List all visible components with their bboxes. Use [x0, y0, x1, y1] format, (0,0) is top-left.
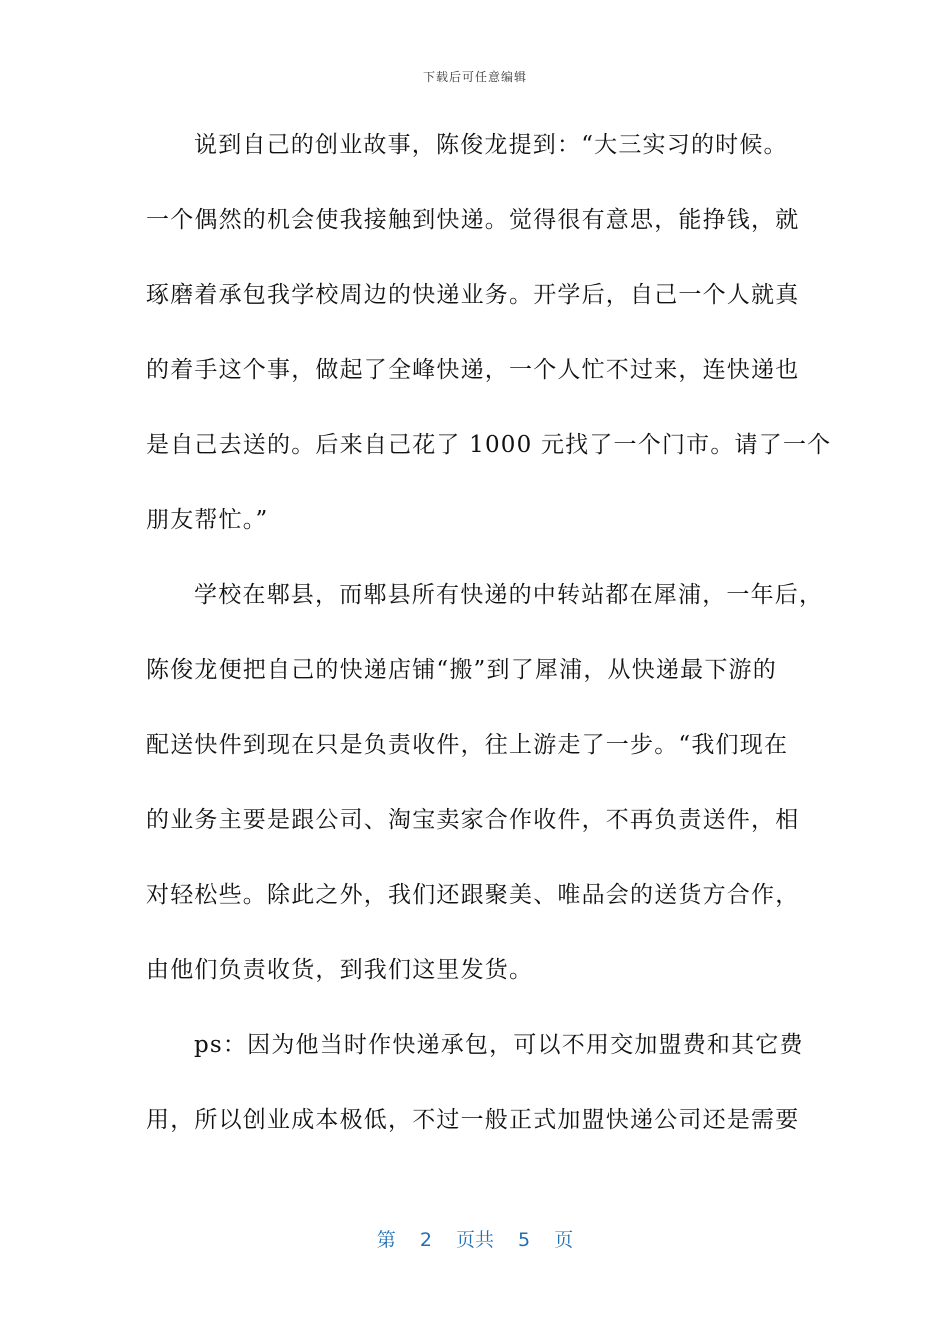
total-page-count: 5 — [518, 1229, 531, 1251]
paragraph-line: 由他们负责收货，到我们这里发货。 — [146, 957, 534, 983]
footer-prefix: 第 — [376, 1229, 396, 1251]
paragraph-line: 用，所以创业成本极低，不过一般正式加盟快递公司还是需要 — [146, 1107, 800, 1133]
footer-suffix: 页 — [554, 1229, 574, 1251]
paragraph-line: ps：因为他当时作快递承包，可以不用交加盟费和其它费 — [194, 1032, 804, 1058]
paragraph-line: 陈俊龙便把自己的快递店铺“搬”到了犀浦，从快递最下游的 — [146, 657, 777, 683]
paragraph-line: 朋友帮忙。” — [146, 507, 269, 533]
paragraph-line: 的着手这个事，做起了全峰快递，一个人忙不过来，连快递也 — [146, 357, 800, 383]
paragraph-line: 的业务主要是跟公司、淘宝卖家合作收件，不再负责送件，相 — [146, 807, 800, 833]
paragraph-line: 是自己去送的。后来自己花了 1000 元找了一个门市。请了一个 — [146, 432, 832, 458]
paragraph-line: 配送快件到现在只是负责收件，往上游走了一步。“我们现在 — [146, 732, 789, 758]
paragraph-line: 对轻松些。除此之外，我们还跟聚美、唯品会的送货方合作， — [146, 882, 800, 908]
page-header: 下载后可任意编辑 — [422, 70, 527, 84]
paragraph-line: 一个偶然的机会使我接触到快递。觉得很有意思，能挣钱，就 — [146, 207, 800, 233]
footer-middle: 页共 — [455, 1229, 494, 1251]
current-page-number: 2 — [419, 1229, 432, 1251]
paragraph-line: 学校在郫县，而郫县所有快递的中转站都在犀浦，一年后， — [194, 582, 824, 608]
paragraph-line: 琢磨着承包我学校周边的快递业务。开学后，自己一个人就真 — [146, 282, 800, 308]
paragraph-line: 说到自己的创业故事，陈俊龙提到：“大三实习的时候。 — [194, 132, 788, 158]
page-footer — [0, 1225, 950, 1252]
